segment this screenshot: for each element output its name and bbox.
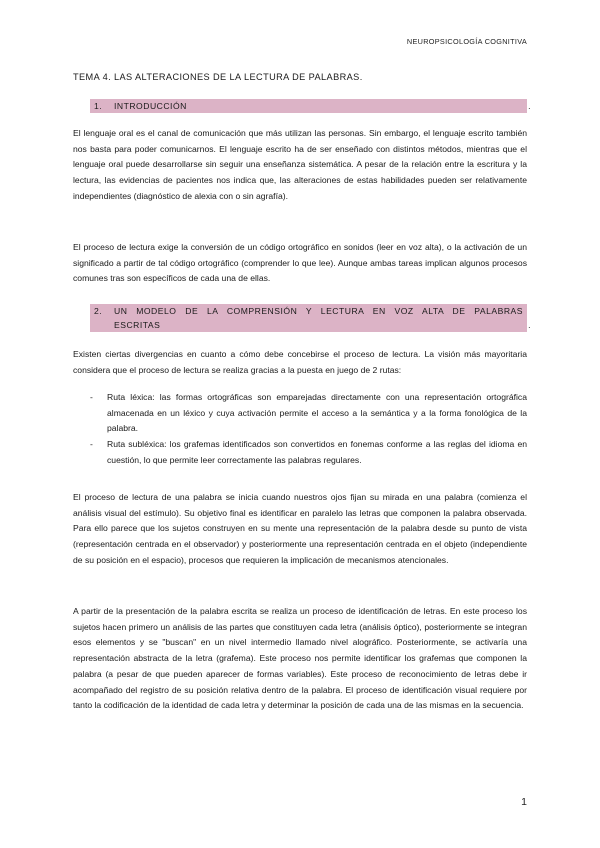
section-title-line2: ESCRITAS (114, 320, 161, 330)
running-header: NEUROPSICOLOGÍA COGNITIVA (406, 37, 527, 46)
paragraph: El lenguaje oral es el canal de comunicación que más utilizan las personas. Sin embargo, el lenguaje escrito también nos basta para poder comunicarnos. El lenguaje escrito ha de ser enseñado con distintos métodos, mientras que el lenguaje oral puede desarrollarse sin seguir una enseñanza sistemática. A pesar de la relación entre la escritura y la lectura, las evidencias de pacientes nos indica que, las alteraciones de estas habilidades pueden ser relativamente independientes (diagnóstico de alexia con o sin agrafía). (73, 128, 527, 201)
document-title: TEMA 4. LAS ALTERACIONES DE LA LECTURA DE PALABRAS. (73, 72, 363, 82)
list-item (73, 390, 527, 437)
section-title-line1: UN MODELO DE LA COMPRENSIÓN Y LECTURA EN VOZ ALTA DE PALABRAS (114, 306, 523, 316)
section-heading-introduccion (90, 99, 531, 113)
section-heading-modelo (90, 304, 531, 332)
section-end-mark: . (528, 320, 531, 330)
paragraph: A partir de la presentación de la palabra escrita se realiza un proceso de identificación de letras. En este proceso los sujetos hacen primero un análisis de las partes que constituyen cada letra (análisis óptico), posteriormente se integran esos elementos y se "buscan" en un nivel intermedio llamado nivel alográfico. Posteriormente, se activaría una representación abstracta de la letra (grafema). Este proceso nos permite identificar los grafemas que componen la palabra (a pesar de que pueden aparecer de formas variables). Este proceso de reconocimiento de letras debe ir acompañado del registro de su posición relativa dentro de la palabra. El proceso de identificación visual requiere por tanto la codificación de la identidad de cada letra y determinar la posición de cada una de las mismas en la secuencia. (73, 606, 527, 711)
paragraph: El proceso de lectura de una palabra se inicia cuando nuestros ojos fijan su mirada en una palabra (comienza el análisis visual del estímulo). Su objetivo final es identificar en paralelo las letras que componen la palabra observada. Para ello parece que los sujetos construyen en su mente una representación de la palabra desde su punto de vista (representación centrada en el observador) y posteriormente una representación centrada en el objeto (independiente de su posición en el espacio), procesos que requieren la implicación de mecanismos atencionales. (73, 492, 527, 565)
bullet-dash: - (90, 439, 93, 450)
section-number: 1. (94, 101, 103, 111)
bullet-dash: - (90, 392, 93, 402)
list-item (73, 437, 527, 468)
paragraph: El proceso de lectura exige la conversión de un código ortográfico en sonidos (leer en voz alta), o la activación de un significado a partir de tal código ortográfico (comprender lo que lee). Aunque ambas tareas implican algunos procesos comunes tras son específicos de cada una de ellas. (73, 242, 527, 284)
list-item-text: Ruta subléxica: los grafemas identificados son convertidos en fonemas conforme a las reglas del idioma en cuestión, lo que permite leer correctamente las palabras regulares. (107, 439, 527, 465)
list-item-text: Ruta léxica: las formas ortográficas son emparejadas directamente con una representación ortográfica almacenada en un léxico y cuya activación permite el acceso a la semántica y a la forma fonológica de la palabra. (107, 392, 527, 434)
paragraph: Existen ciertas divergencias en cuanto a cómo debe concebirse el proceso de lectura. La visión más mayoritaria considera que el proceso de lectura se realiza gracias a la puesta en juego de 2 rutas: (73, 349, 527, 375)
section-end-mark: . (528, 101, 531, 111)
section-number: 2. (94, 306, 103, 316)
section-title: INTRODUCCIÓN (114, 101, 187, 111)
page-number: 1 (521, 796, 527, 808)
routes-list (73, 390, 527, 469)
